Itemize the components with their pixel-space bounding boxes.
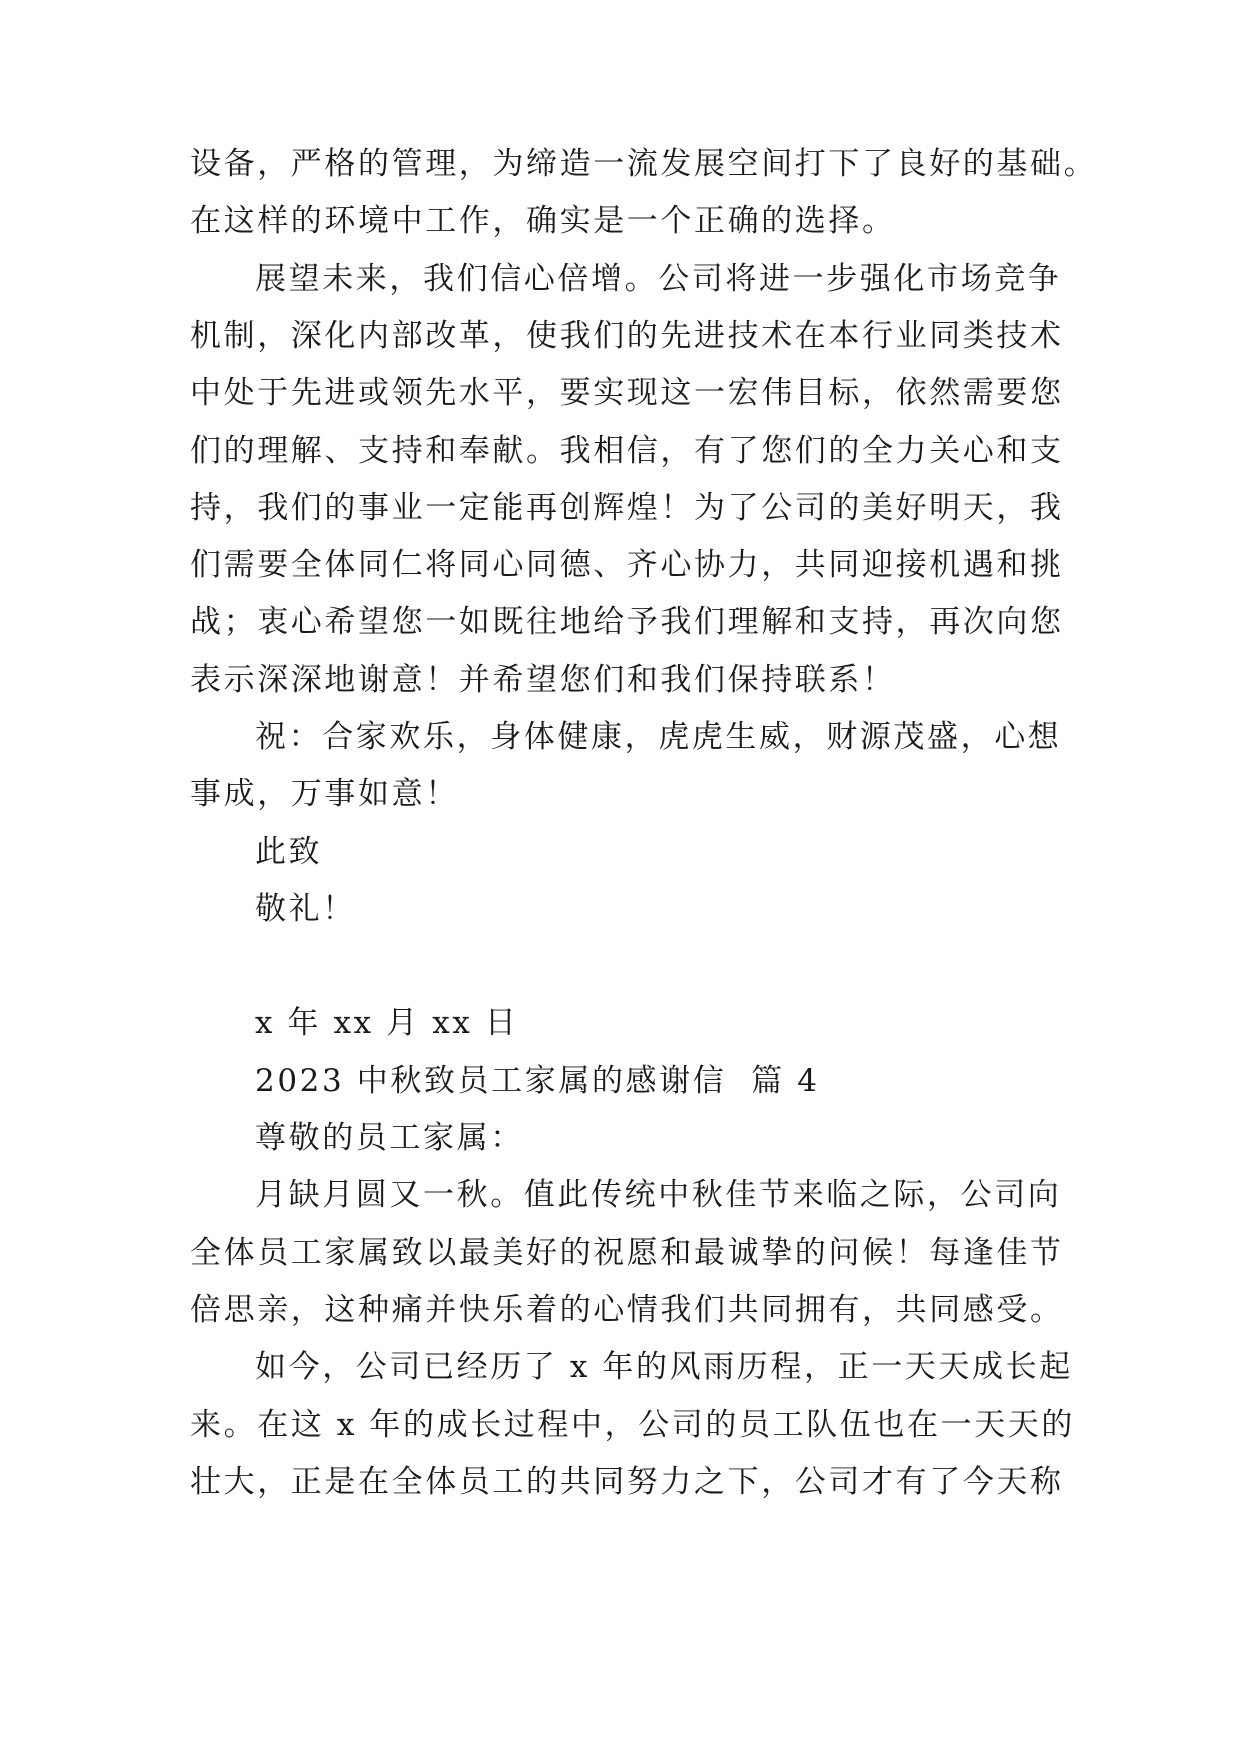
letter-date: x 年 xx 月 xx 日	[255, 1005, 519, 1041]
paragraph-first-line: 如今，公司已经历了 x 年的风雨历程，正一天天成长起	[255, 1349, 1073, 1385]
body-text-line: 表示深深地谢意！并希望您们和我们保持联系！	[190, 662, 896, 698]
body-text-line: 来。在这 x 年的成长过程中，公司的员工队伍也在一天天的	[190, 1407, 1075, 1443]
body-text-line: 倍思亲，这种痛并快乐着的心情我们共同拥有，共同感受。	[190, 1292, 1064, 1328]
paragraph-first-line: 月缺月圆又一秋。值此传统中秋佳节来临之际，公司向	[255, 1177, 1062, 1213]
body-text-line: 机制，深化内部改革，使我们的先进技术在本行业同类技术	[190, 318, 1064, 354]
body-text-line: 战；衷心希望您一如既往地给予我们理解和支持，再次向您	[190, 604, 1064, 640]
body-text-line: 中处于先进或领先水平，要实现这一宏伟目标，依然需要您	[190, 375, 1064, 411]
section-heading: 2023 中秋致员工家属的感谢信 篇 4	[255, 1063, 820, 1099]
closing-salutation: 此致	[255, 834, 323, 870]
body-text-line: 设备，严格的管理，为缔造一流发展空间打下了良好的基础。	[190, 146, 1098, 182]
body-text-line: 在这样的环境中工作，确实是一个正确的选择。	[190, 203, 896, 239]
body-text-line: 壮大，正是在全体员工的共同努力之下，公司才有了今天称	[190, 1464, 1064, 1500]
body-text-line: 全体员工家属致以最美好的祝愿和最诚挚的问候！每逢佳节	[190, 1235, 1064, 1271]
greeting-wishes-line: 祝：合家欢乐，身体健康，虎虎生威，财源茂盛，心想	[255, 719, 1062, 755]
body-text-line: 持，我们的事业一定能再创辉煌！为了公司的美好明天，我	[190, 490, 1064, 526]
closing-regards: 敬礼！	[255, 891, 356, 927]
paragraph-first-line: 展望未来，我们信心倍增。公司将进一步强化市场竞争	[255, 261, 1062, 297]
body-text-line: 们的理解、支持和奉献。我相信，有了您们的全力关心和支	[190, 433, 1064, 469]
body-text-line: 们需要全体同仁将同心同德、齐心协力，共同迎接机遇和挑	[190, 547, 1064, 583]
letter-salutation: 尊敬的员工家属：	[255, 1120, 524, 1156]
body-text-line: 事成，万事如意！	[190, 776, 459, 812]
